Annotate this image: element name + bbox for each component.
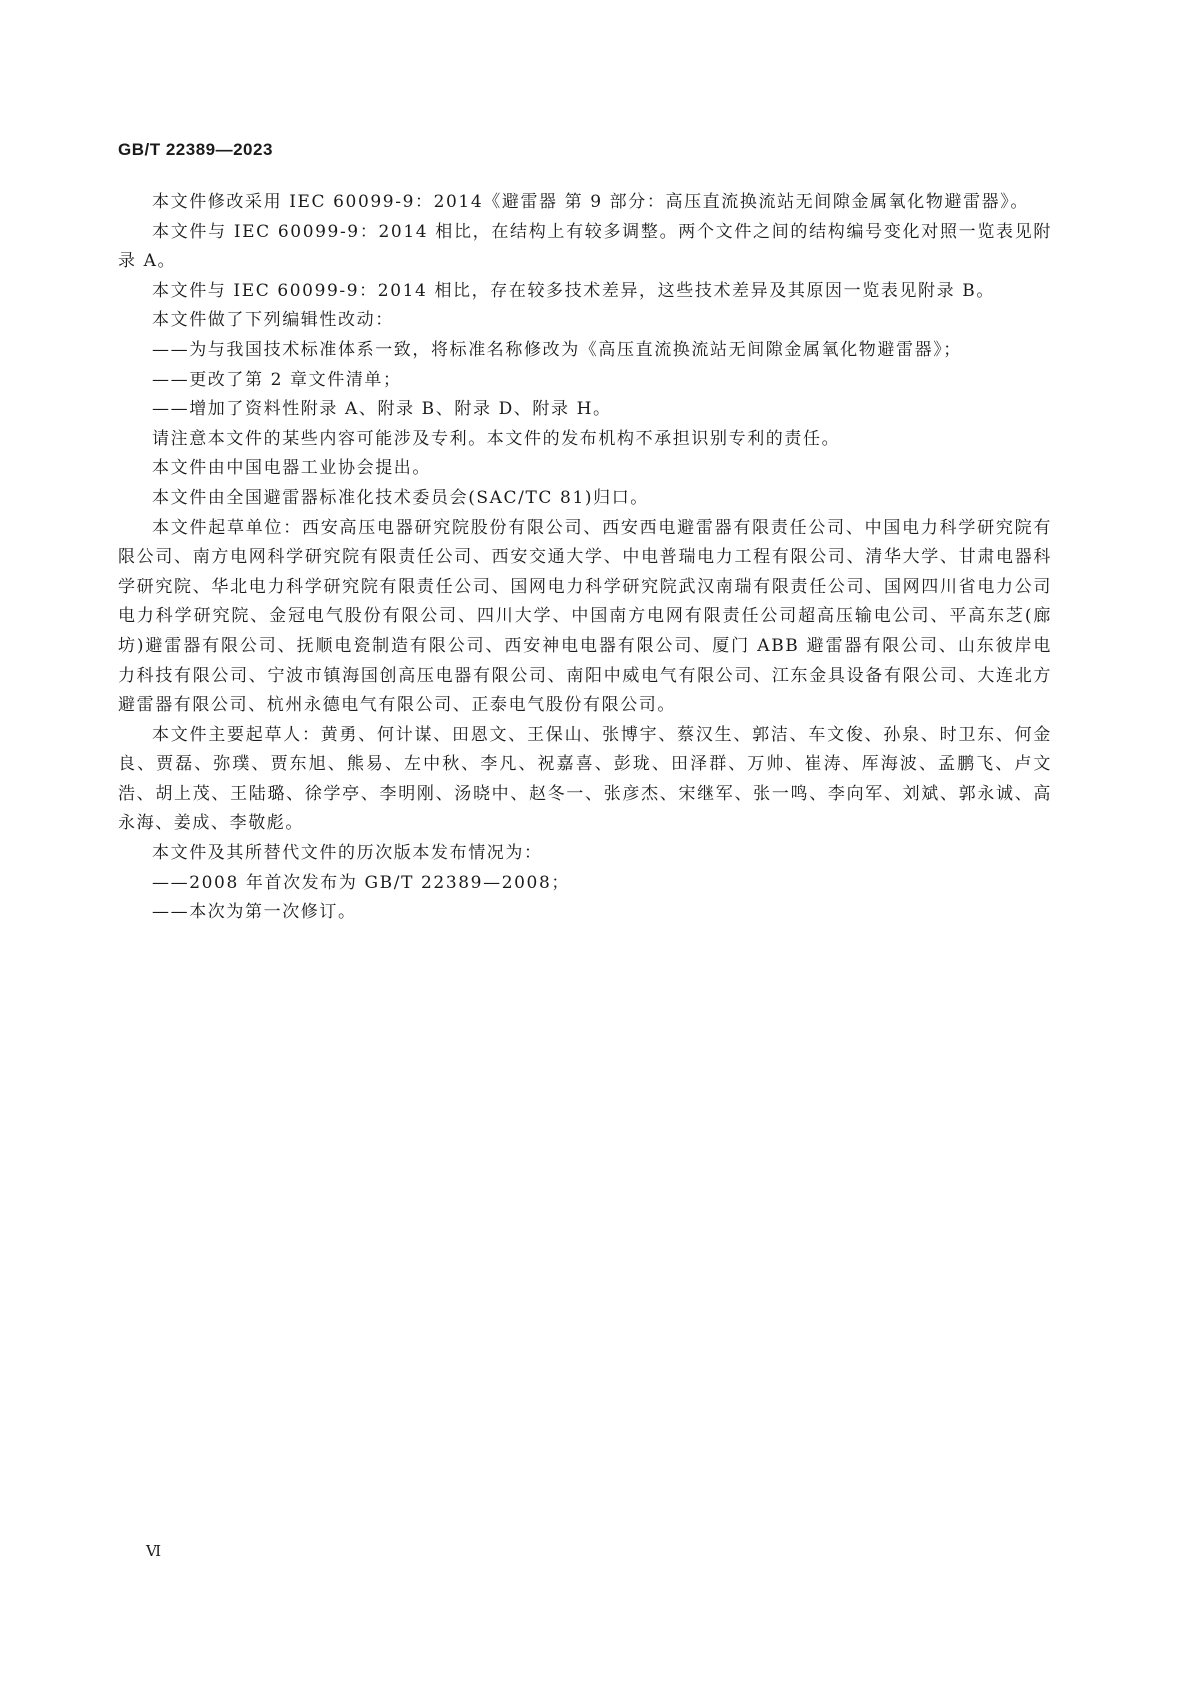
list-item: ——2008 年首次发布为 GB/T 22389—2008； <box>152 872 570 893</box>
standard-code-header: GB/T 22389—2023 <box>118 140 273 159</box>
paragraph-history-intro: 本文件及其所替代文件的历次版本发布情况为： <box>152 843 543 864</box>
paragraph-editorial-intro: 本文件做了下列编辑性改动： <box>152 310 394 331</box>
paragraph-technical-diff: 本文件与 IEC 60099-9：2014 相比，存在较多技术差异，这些技术差异及其原因一览表见附录 B。 <box>152 280 995 301</box>
paragraph-drafters: 本文件主要起草人：黄勇、何计谋、田恩文、王保山、张博宇、蔡汉生、郭洁、车文俊、孙泉、时卫东、何金良、贾磊、弥璞、贾东旭、熊易、左中秋、李凡、祝嘉喜、彭珑、田泽群、万帅、崔涛、厍海波、孟鹏飞、卢文浩、胡上茂、王陆璐、徐学亭、李明刚、汤晓中、赵冬一、张彦杰、宋继军、张一鸣、李向军、刘斌、郭永诚、高永海、姜成、李敬彪。 <box>118 724 1052 834</box>
page-number: Ⅵ <box>146 1542 163 1560</box>
list-item: ——增加了资料性附录 A、附录 B、附录 D、附录 H。 <box>152 399 612 420</box>
paragraph-adoption: 本文件修改采用 IEC 60099-9：2014《避雷器 第 9 部分：高压直流换流站无间隙金属氧化物避雷器》。 <box>152 192 1029 212</box>
list-item: ——更改了第 2 章文件清单； <box>152 369 402 390</box>
paragraph-structure-diff: 本文件与 IEC 60099-9：2014 相比，在结构上有较多调整。两个文件之间的结构编号变化对照一览表见附录 A。 <box>118 221 1052 272</box>
foreword-body <box>118 188 1052 928</box>
paragraph-proposer: 本文件由中国电器工业协会提出。 <box>152 458 431 479</box>
paragraph-drafting-units: 本文件起草单位：西安高压电器研究院股份有限公司、西安西电避雷器有限责任公司、中国电力科学研究院有限公司、南方电网科学研究院有限责任公司、西安交通大学、中电普瑞电力工程有限公司、清华大学、甘肃电器科学研究院、华北电力科学研究院有限责任公司、国网电力科学研究院武汉南瑞有限责任公司、国网四川省电力公司电力科学研究院、金冠电气股份有限公司、四川大学、中国南方电网有限责任公司超高压输电公司、平高东芝(廊坊)避雷器有限公司、抚顺电瓷制造有限公司、西安神电电器有限公司、厦门 ABB 避雷器有限公司、山东彼岸电力科技有限公司、宁波市镇海国创高压电器有限公司、南阳中威电气有限公司、江东金具设备有限公司、大连北方避雷器有限公司、杭州永德电气有限公司、正泰电气股份有限公司。 <box>118 517 1052 716</box>
list-item: ——本次为第一次修订。 <box>152 902 357 923</box>
list-item: ——为与我国技术标准体系一致，将标准名称修改为《高压直流换流站无间隙金属氧化物避雷器》； <box>152 339 962 360</box>
paragraph-patent-notice: 请注意本文件的某些内容可能涉及专利。本文件的发布机构不承担识别专利的责任。 <box>152 428 841 449</box>
paragraph-committee: 本文件由全国避雷器标准化技术委员会(SAC/TC 81)归口。 <box>152 487 649 508</box>
